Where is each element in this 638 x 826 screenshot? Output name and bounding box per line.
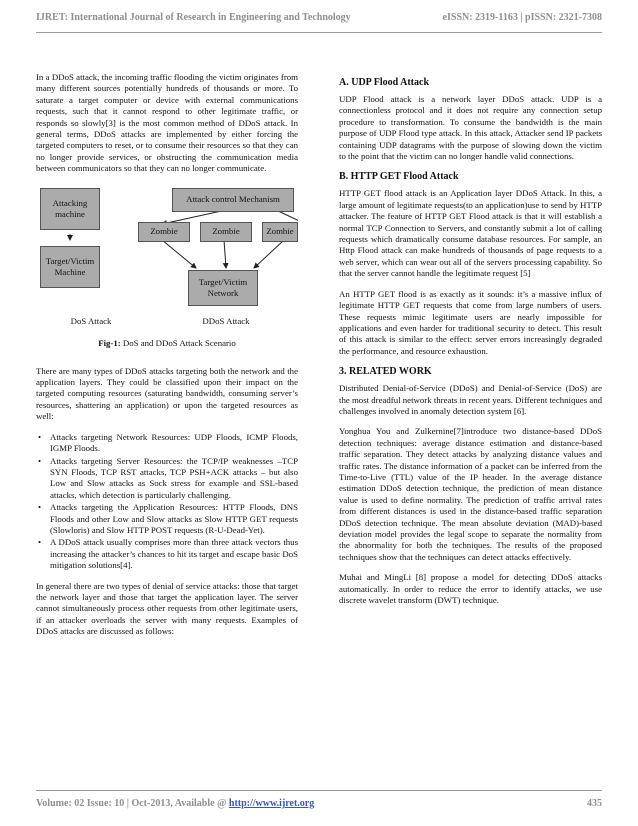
zombie-2-box xyxy=(200,222,252,242)
page-number: 435 xyxy=(587,798,602,809)
attack-control-label: Attack control Mechanism xyxy=(186,194,280,205)
list-item: • Attacks targeting the Application Resources: HTTP Floods, DNS Floods and other Low and Slow attacks as Slow HTTP GET requests (Slowloris) and Slow HTTP POST requests (R-U-Dead-Yet). xyxy=(50,502,298,536)
http-paragraph-2: An HTTP GET flood is as exactly as it sounds: it’s a massive influx of legitimate HTTP GET requests that come from large numbers of users. These requests mimic legitimate users are nearly impossible for applications and even harder for traditional security to detect. This result of this attack is similar to the effect: server errors increasingly degraded the performance, and resource exhaustion. xyxy=(339,288,602,356)
figure-caption-number: Fig-1: xyxy=(98,337,121,348)
intro-paragraph: In a DDoS attack, the incoming traffic flooding the victim originates from many different sources potentially hundreds of thousands or more. To saturate a target computer or device with external communications requests, such that it cannot respond to other legitimate traffic, or responds so slowly[3] is the most common method of DDoS attack. In general terms, DDoS attacks are implemented by either forcing the targeted computers to reset, or to consume their resources so that they can no longer provide services, or obstructing the communication media between communicators so that they can no longer communicate. xyxy=(36,72,298,174)
journal-title: IJRET: International Journal of Research in Engineering and Technology xyxy=(36,12,351,23)
attack-type-list xyxy=(36,432,298,572)
target-victim-machine-box xyxy=(40,246,100,288)
right-column xyxy=(339,77,602,615)
arrow-zombie2-to-network xyxy=(224,240,226,268)
zombie-3-label: Zombie xyxy=(266,226,294,237)
journal-link[interactable]: http://www.ijret.org xyxy=(228,798,315,809)
issn: eISSN: 2319-1163 | pISSN: 2321-7308 xyxy=(442,12,602,23)
attacking-machine-box xyxy=(40,188,100,230)
figure-caption xyxy=(36,338,298,349)
related-paragraph-3: Muhai and MingLi [8] propose a model for detecting DDoS attacks automatically. In order to reduce the error to identify attacks, we use discrete wavelet transform (DWT) technique. xyxy=(339,572,602,606)
list-item: • A DDoS attack usually comprises more than three attack vectors thus increasing the attacker’s chances to hit its target and escape basic DoS mitigation solutions[4]. xyxy=(50,537,298,571)
footer-rule xyxy=(36,790,602,791)
related-paragraph-2: Yonghua You and Zulkernine[7]introduce two distance-based DDoS detection techniques: average distance estimation and distance-based traffic separation. They detect attacks by analyzing distance values and traffic rates. The distance information of a packet can be inferred from the Time-to-Live (TTL) value of the IP header. In the average distance estimation DDoS detection technique, the prediction of mean distance value is used to define normality. The prediction of traffic arrival rates from different distances is used in the distance-based traffic separation DDoS detection technique. The mean absolute deviation (MAD)-based deviation model provides the legal scope to separate the normality from the abnormality for both the techniques. The results of the proposed techniques show that the techniques can detect attacks effectively. xyxy=(339,426,602,562)
classification-paragraph: There are many types of DDoS attacks targeting both the network and the application layers. They could be classified upon their impact on the targeted computing resources (saturating bandwidth, consuming server’s resources, shattering an application) or upon the targeted resources as well: xyxy=(36,365,298,422)
figure-dos-ddos xyxy=(36,184,298,376)
http-heading: B. HTTP GET Flood Attack xyxy=(339,171,459,183)
http-paragraph-1: HTTP GET flood attack is an Application layer DDoS Attack. In this, a large amount of legitimate requests(to an application)use to send by HTTP attacker. The feature of HTTP GET Flood attack is that it will establish a normal TCP Connection to Servers, and constantly submit a lot of calling requests which dramatically consume database resources. For sample, an Http Flood attack can make hundreds of thousands of page requests to a web server, which can wear out all of the servers processing capability. So that the server cannot handle the legitimate request [5] xyxy=(339,188,602,279)
zombie-3-box xyxy=(262,222,298,242)
footer-volume-text: Volume: 02 Issue: 10 | Oct-2013, Available @ xyxy=(36,798,229,809)
udp-heading: A. UDP Flood Attack xyxy=(339,77,429,88)
attack-types-paragraph: In general there are two types of denial of service attacks: those that target the network layer and those that target the application layer. The server cannot simultaneously process other requests from other legitimate users, if an attacker overloads the server with many requests. Examples of DDoS attacks are discussed as follows: xyxy=(36,580,298,637)
zombie-2-label: Zombie xyxy=(212,226,240,237)
udp-paragraph: UDP Flood attack is a network layer DDoS attack. UDP is a connectionless protocol and it does not require any connection setup procedure to transformation. To consume the bandwidth is the main purpose of UDP Flood type attack. In this attack, Attacker send IP packets containing UDP datagrams with the purpose of slowing down the victim to the point that the victim can no longer handle valid connections. xyxy=(339,94,602,162)
arrow-zombie3-to-network xyxy=(254,240,284,268)
target-victim-machine-label: Target/Victim Machine xyxy=(45,255,95,277)
footer-volume xyxy=(36,798,314,809)
related-work-heading: 3. RELATED WORK xyxy=(339,366,432,378)
attack-control-box xyxy=(172,188,294,212)
zombie-1-box xyxy=(138,222,190,242)
related-paragraph-1: Distributed Denial-of-Service (DDoS) and Denial-of-Service (DoS) are the most dreadful network threats in recent years. Different techniques and challenges involved in anomaly detection system [6]. xyxy=(339,383,602,416)
running-footer xyxy=(36,798,602,809)
left-column xyxy=(36,72,298,647)
header-rule xyxy=(36,32,602,33)
attacking-machine-label: Attacking machine xyxy=(52,197,88,219)
running-header xyxy=(36,12,602,23)
target-victim-network-box xyxy=(188,270,258,306)
dos-attack-label: DoS Attack xyxy=(70,315,112,326)
ddos-attack-label: DDoS Attack xyxy=(202,315,250,326)
arrow-zombie1-to-network xyxy=(162,240,196,268)
figure-caption-text: DoS and DDoS Attack Scenario xyxy=(120,337,236,348)
list-item: • Attacks targeting Network Resources: UDP Floods, ICMP Floods, IGMP Floods. xyxy=(50,432,298,455)
zombie-1-label: Zombie xyxy=(150,226,178,237)
target-victim-network-label: Target/Victim Network xyxy=(198,276,248,298)
list-item: • Attacks targeting Server Resources: the TCP/IP weaknesses –TCP SYN Floods, TCP RST attacks, TCP PSH+ACK attacks – but also Low and Slow attacks as Sock stress for example and SSL-based attacks, which detection is particularly challenging. xyxy=(50,456,298,502)
